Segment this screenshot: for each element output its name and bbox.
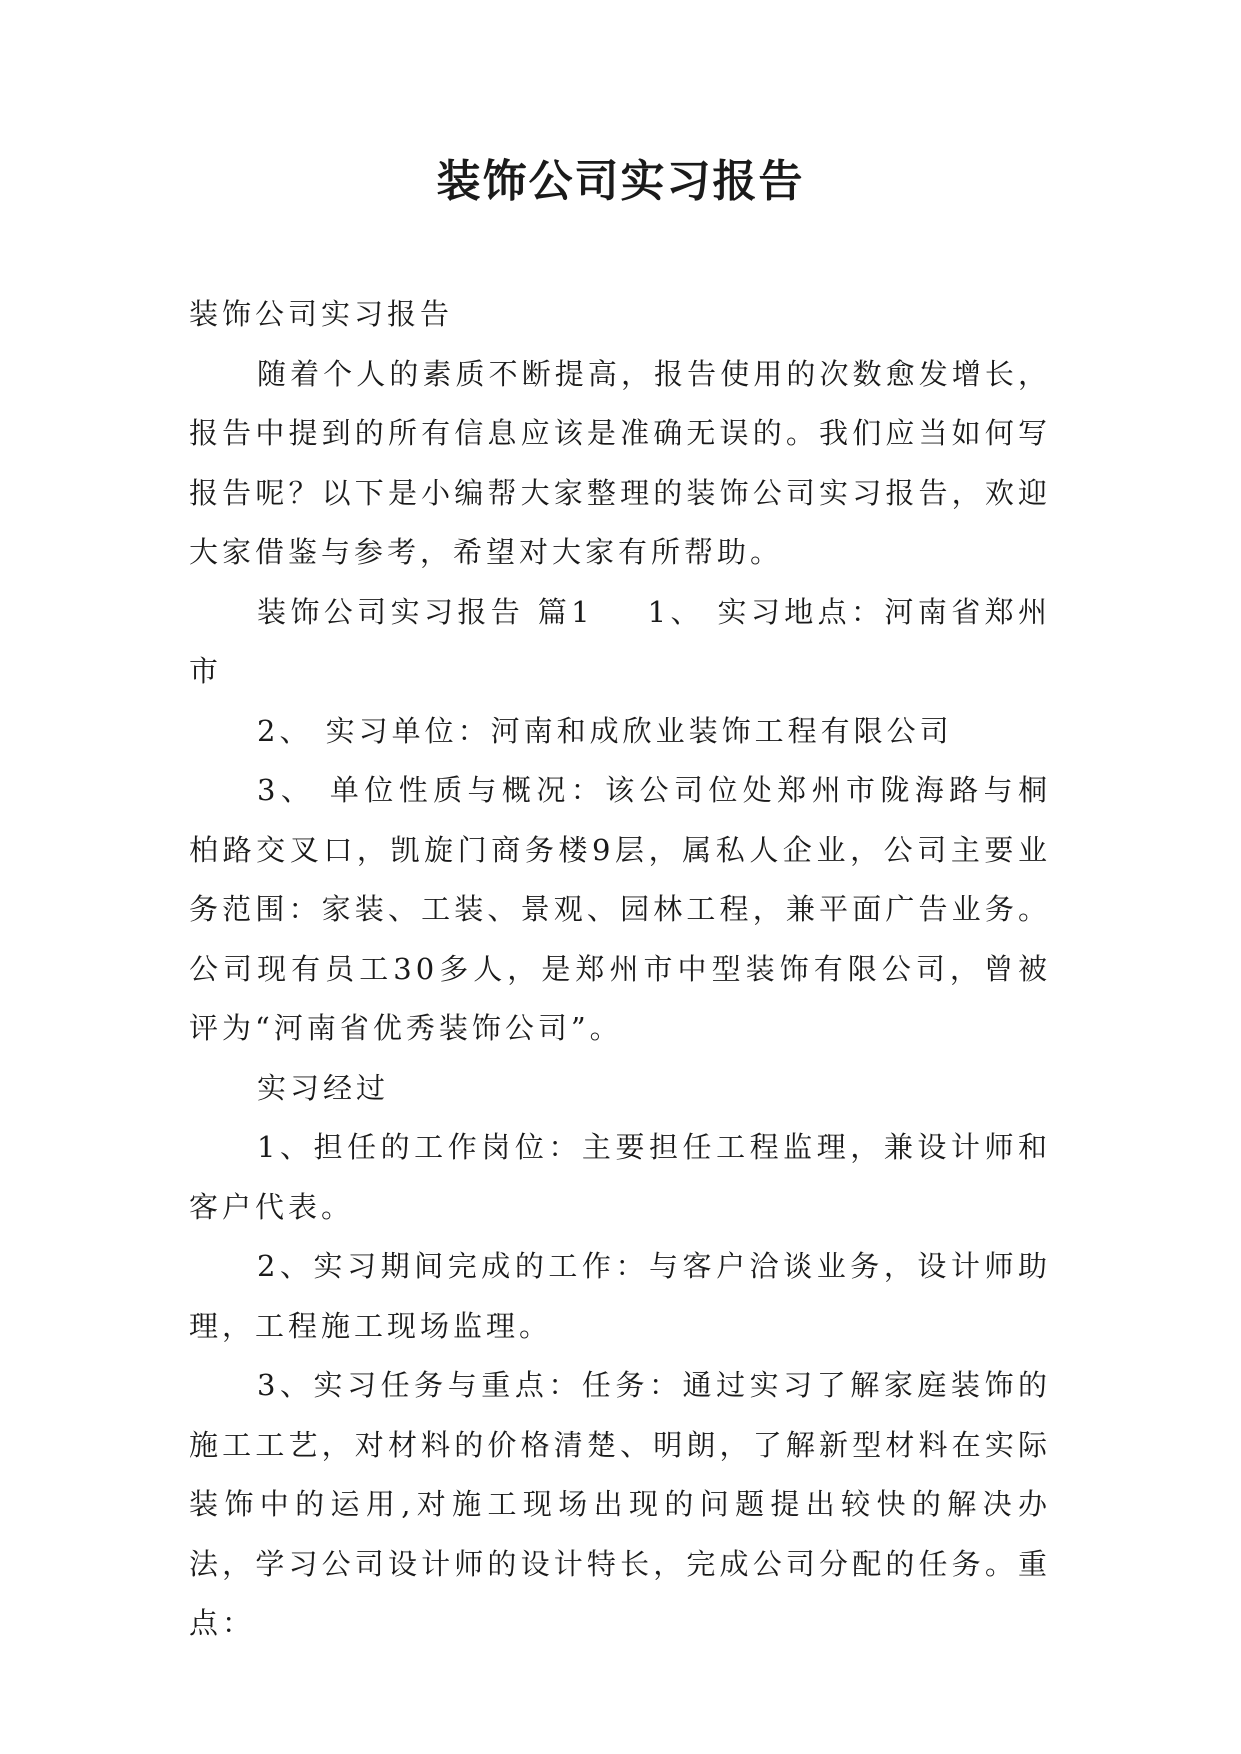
document-body xyxy=(189,285,1051,1654)
section-first-item: 1、 实习地点：河南省郑州市 xyxy=(189,594,1052,688)
paragraph-completed-work: 2、实习期间完成的工作：与客户洽谈业务，设计师助理，工程施工现场监理。 xyxy=(189,1249,1051,1343)
section-heading: 装饰公司实习报告 篇1 xyxy=(257,594,594,629)
paragraph-internship-process: 实习经过 xyxy=(257,1070,390,1105)
paragraph-tasks-focus: 3、实习任务与重点：任务：通过实习了解家庭装饰的施工工艺，对材料的价格清楚、明朗，了解新型材料在实际装饰中的运用,对施工现场出现的问题提出较快的解决办法，学习公司设计师的设计特长，完成公司分配的任务。重点： xyxy=(189,1368,1051,1640)
paragraph-item-2: 2、 实习单位：河南和成欣业装饰工程有限公司 xyxy=(257,713,953,748)
paragraph-subtitle: 装饰公司实习报告 xyxy=(189,297,454,331)
document-title: 装饰公司实习报告 xyxy=(436,156,805,207)
paragraph-section-heading xyxy=(189,583,1051,702)
paragraph-job-position: 1、担任的工作岗位：主要担任工程监理，兼设计师和客户代表。 xyxy=(189,1130,1051,1224)
paragraph-intro: 随着个人的素质不断提高，报告使用的次数愈发增长，报告中提到的所有信息应该是准确无误的。我们应当如何写报告呢？以下是小编帮大家整理的装饰公司实习报告，欢迎大家借鉴与参考，希望对大家有所帮助。 xyxy=(189,356,1051,569)
paragraph-item-3: 3、 单位性质与概况：该公司位处郑州市陇海路与桐柏路交叉口，凯旋门商务楼9层，属私人企业，公司主要业务范围：家装、工装、景观、园林工程，兼平面广告业务。公司现有员工30多人，是郑州市中型装饰有限公司，曾被评为“河南省优秀装饰公司”。 xyxy=(189,773,1051,1045)
